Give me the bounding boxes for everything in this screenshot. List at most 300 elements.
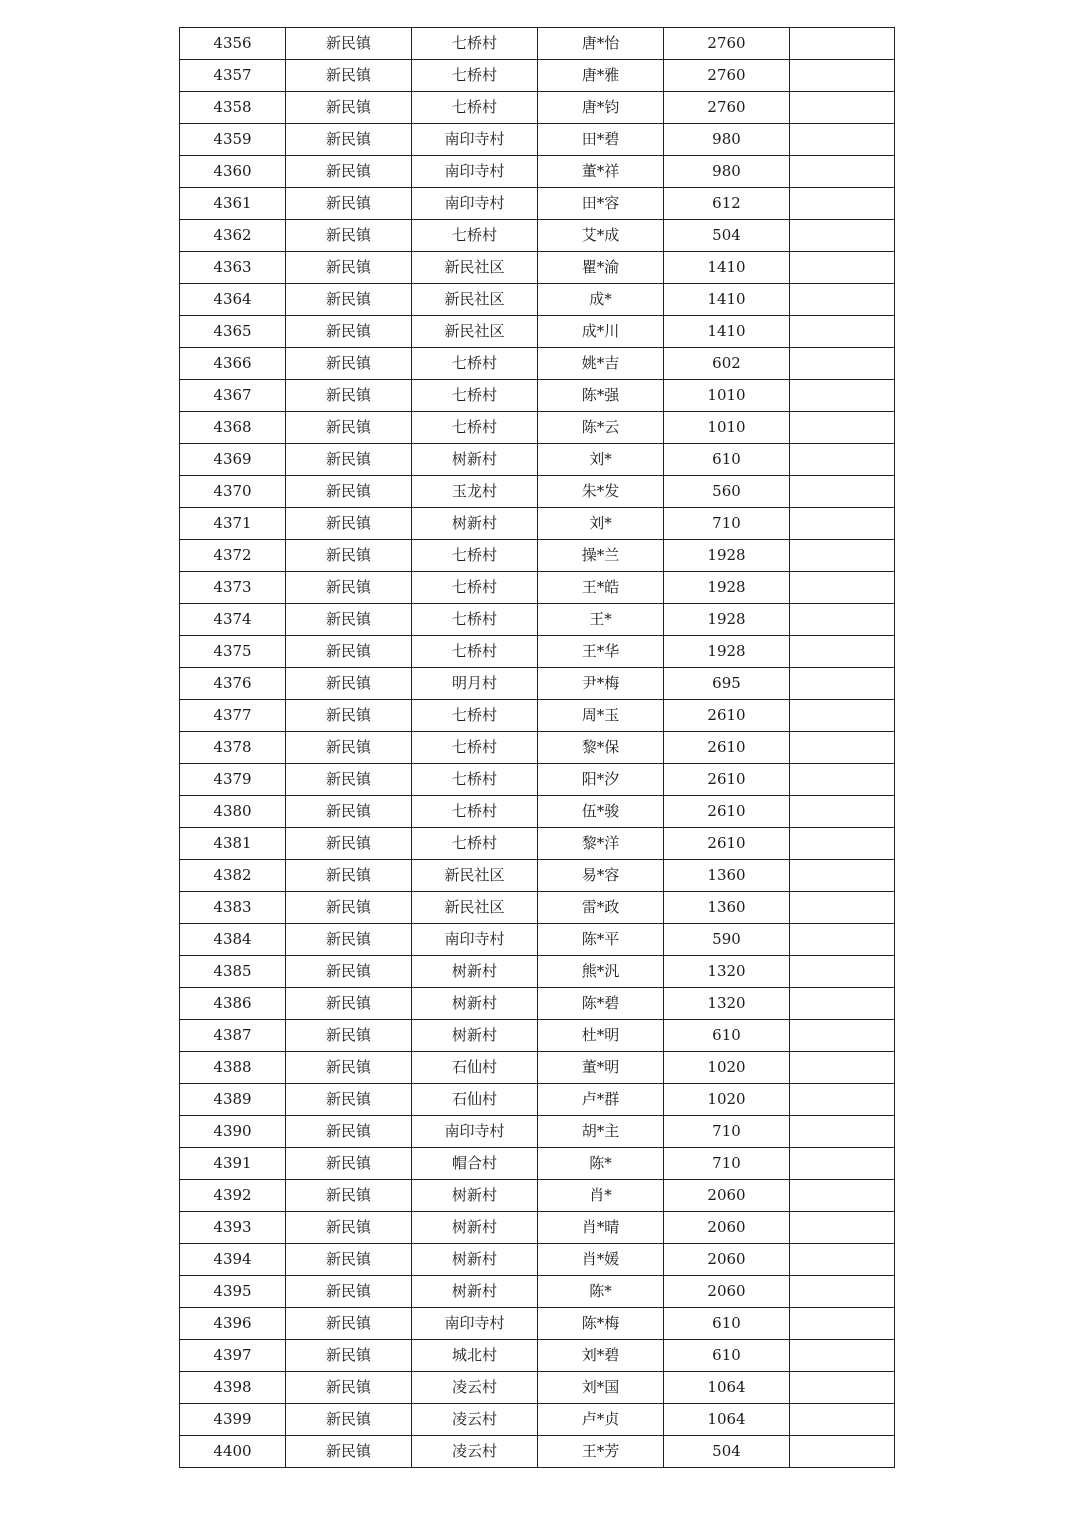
table-row xyxy=(180,1340,895,1372)
village-cell: 七桥村 xyxy=(412,572,538,604)
name-cell: 刘* xyxy=(538,508,664,540)
town-cell: 新民镇 xyxy=(286,28,412,60)
note-cell xyxy=(790,892,895,924)
note-cell xyxy=(790,732,895,764)
record-id-cell: 4366 xyxy=(180,348,286,380)
amount-cell: 710 xyxy=(664,1148,790,1180)
record-id-cell: 4389 xyxy=(180,1084,286,1116)
amount-cell: 710 xyxy=(664,1116,790,1148)
note-cell xyxy=(790,1148,895,1180)
note-cell xyxy=(790,316,895,348)
note-cell xyxy=(790,412,895,444)
amount-cell: 1410 xyxy=(664,316,790,348)
name-cell: 艾*成 xyxy=(538,220,664,252)
amount-cell: 1928 xyxy=(664,572,790,604)
note-cell xyxy=(790,1180,895,1212)
village-cell: 七桥村 xyxy=(412,796,538,828)
name-cell: 黎*洋 xyxy=(538,828,664,860)
village-cell: 明月村 xyxy=(412,668,538,700)
table-row xyxy=(180,124,895,156)
record-id-cell: 4381 xyxy=(180,828,286,860)
amount-cell: 2060 xyxy=(664,1276,790,1308)
town-cell: 新民镇 xyxy=(286,604,412,636)
table-row xyxy=(180,220,895,252)
record-id-cell: 4367 xyxy=(180,380,286,412)
name-cell: 王*皓 xyxy=(538,572,664,604)
town-cell: 新民镇 xyxy=(286,412,412,444)
town-cell: 新民镇 xyxy=(286,796,412,828)
note-cell xyxy=(790,988,895,1020)
note-cell xyxy=(790,1244,895,1276)
town-cell: 新民镇 xyxy=(286,1404,412,1436)
note-cell xyxy=(790,764,895,796)
village-cell: 七桥村 xyxy=(412,732,538,764)
village-cell: 七桥村 xyxy=(412,348,538,380)
record-id-cell: 4384 xyxy=(180,924,286,956)
village-cell: 凌云村 xyxy=(412,1436,538,1468)
table-row xyxy=(180,1276,895,1308)
amount-cell: 2760 xyxy=(664,28,790,60)
town-cell: 新民镇 xyxy=(286,380,412,412)
note-cell xyxy=(790,1052,895,1084)
village-cell: 七桥村 xyxy=(412,540,538,572)
record-id-cell: 4358 xyxy=(180,92,286,124)
amount-cell: 610 xyxy=(664,1340,790,1372)
record-id-cell: 4360 xyxy=(180,156,286,188)
town-cell: 新民镇 xyxy=(286,156,412,188)
town-cell: 新民镇 xyxy=(286,1436,412,1468)
village-cell: 七桥村 xyxy=(412,220,538,252)
town-cell: 新民镇 xyxy=(286,1180,412,1212)
record-id-cell: 4362 xyxy=(180,220,286,252)
record-id-cell: 4371 xyxy=(180,508,286,540)
amount-cell: 695 xyxy=(664,668,790,700)
name-cell: 雷*政 xyxy=(538,892,664,924)
village-cell: 石仙村 xyxy=(412,1084,538,1116)
record-id-cell: 4375 xyxy=(180,636,286,668)
note-cell xyxy=(790,1404,895,1436)
note-cell xyxy=(790,636,895,668)
village-cell: 新民社区 xyxy=(412,892,538,924)
village-cell: 南印寺村 xyxy=(412,1308,538,1340)
table-row xyxy=(180,1052,895,1084)
table-row xyxy=(180,60,895,92)
record-id-cell: 4394 xyxy=(180,1244,286,1276)
town-cell: 新民镇 xyxy=(286,572,412,604)
table-row xyxy=(180,956,895,988)
table-row xyxy=(180,604,895,636)
record-id-cell: 4364 xyxy=(180,284,286,316)
data-table xyxy=(179,27,895,1468)
table-row xyxy=(180,1436,895,1468)
amount-cell: 1320 xyxy=(664,956,790,988)
table-row xyxy=(180,316,895,348)
note-cell xyxy=(790,1276,895,1308)
table-row xyxy=(180,924,895,956)
village-cell: 凌云村 xyxy=(412,1404,538,1436)
table-row xyxy=(180,1372,895,1404)
amount-cell: 1410 xyxy=(664,284,790,316)
town-cell: 新民镇 xyxy=(286,892,412,924)
record-id-cell: 4361 xyxy=(180,188,286,220)
name-cell: 姚*吉 xyxy=(538,348,664,380)
town-cell: 新民镇 xyxy=(286,252,412,284)
note-cell xyxy=(790,796,895,828)
record-id-cell: 4370 xyxy=(180,476,286,508)
village-cell: 新民社区 xyxy=(412,252,538,284)
table-row xyxy=(180,412,895,444)
town-cell: 新民镇 xyxy=(286,188,412,220)
village-cell: 玉龙村 xyxy=(412,476,538,508)
table-row xyxy=(180,540,895,572)
name-cell: 陈*梅 xyxy=(538,1308,664,1340)
note-cell xyxy=(790,124,895,156)
town-cell: 新民镇 xyxy=(286,508,412,540)
record-id-cell: 4399 xyxy=(180,1404,286,1436)
village-cell: 树新村 xyxy=(412,988,538,1020)
name-cell: 成*川 xyxy=(538,316,664,348)
town-cell: 新民镇 xyxy=(286,1212,412,1244)
village-cell: 七桥村 xyxy=(412,28,538,60)
table-row xyxy=(180,572,895,604)
name-cell: 陈*碧 xyxy=(538,988,664,1020)
note-cell xyxy=(790,380,895,412)
note-cell xyxy=(790,1340,895,1372)
amount-cell: 610 xyxy=(664,1308,790,1340)
note-cell xyxy=(790,252,895,284)
record-id-cell: 4385 xyxy=(180,956,286,988)
amount-cell: 2060 xyxy=(664,1244,790,1276)
note-cell xyxy=(790,828,895,860)
record-id-cell: 4390 xyxy=(180,1116,286,1148)
name-cell: 陈*平 xyxy=(538,924,664,956)
record-id-cell: 4363 xyxy=(180,252,286,284)
town-cell: 新民镇 xyxy=(286,1084,412,1116)
table-row xyxy=(180,988,895,1020)
table-row xyxy=(180,252,895,284)
name-cell: 肖*晴 xyxy=(538,1212,664,1244)
village-cell: 南印寺村 xyxy=(412,188,538,220)
note-cell xyxy=(790,284,895,316)
amount-cell: 2060 xyxy=(664,1212,790,1244)
name-cell: 王* xyxy=(538,604,664,636)
note-cell xyxy=(790,956,895,988)
town-cell: 新民镇 xyxy=(286,1148,412,1180)
amount-cell: 2610 xyxy=(664,796,790,828)
village-cell: 树新村 xyxy=(412,1276,538,1308)
name-cell: 王*华 xyxy=(538,636,664,668)
village-cell: 七桥村 xyxy=(412,700,538,732)
note-cell xyxy=(790,1020,895,1052)
name-cell: 熊*汎 xyxy=(538,956,664,988)
town-cell: 新民镇 xyxy=(286,1276,412,1308)
record-id-cell: 4397 xyxy=(180,1340,286,1372)
table-row xyxy=(180,28,895,60)
note-cell xyxy=(790,220,895,252)
village-cell: 南印寺村 xyxy=(412,924,538,956)
name-cell: 朱*发 xyxy=(538,476,664,508)
table-row xyxy=(180,796,895,828)
name-cell: 董*祥 xyxy=(538,156,664,188)
record-id-cell: 4387 xyxy=(180,1020,286,1052)
note-cell xyxy=(790,28,895,60)
town-cell: 新民镇 xyxy=(286,124,412,156)
note-cell xyxy=(790,860,895,892)
town-cell: 新民镇 xyxy=(286,284,412,316)
record-id-cell: 4372 xyxy=(180,540,286,572)
amount-cell: 610 xyxy=(664,1020,790,1052)
name-cell: 伍*骏 xyxy=(538,796,664,828)
table-row xyxy=(180,92,895,124)
name-cell: 王*芳 xyxy=(538,1436,664,1468)
town-cell: 新民镇 xyxy=(286,828,412,860)
table-row xyxy=(180,700,895,732)
town-cell: 新民镇 xyxy=(286,220,412,252)
table-body xyxy=(180,28,895,1468)
town-cell: 新民镇 xyxy=(286,1308,412,1340)
note-cell xyxy=(790,92,895,124)
village-cell: 七桥村 xyxy=(412,92,538,124)
amount-cell: 2760 xyxy=(664,60,790,92)
table-row xyxy=(180,668,895,700)
town-cell: 新民镇 xyxy=(286,764,412,796)
note-cell xyxy=(790,604,895,636)
village-cell: 七桥村 xyxy=(412,412,538,444)
town-cell: 新民镇 xyxy=(286,1244,412,1276)
name-cell: 肖*媛 xyxy=(538,1244,664,1276)
village-cell: 城北村 xyxy=(412,1340,538,1372)
village-cell: 新民社区 xyxy=(412,860,538,892)
table-row xyxy=(180,444,895,476)
town-cell: 新民镇 xyxy=(286,956,412,988)
record-id-cell: 4392 xyxy=(180,1180,286,1212)
amount-cell: 1020 xyxy=(664,1052,790,1084)
table-row xyxy=(180,1116,895,1148)
amount-cell: 710 xyxy=(664,508,790,540)
amount-cell: 560 xyxy=(664,476,790,508)
table-row xyxy=(180,860,895,892)
town-cell: 新民镇 xyxy=(286,444,412,476)
name-cell: 陈* xyxy=(538,1276,664,1308)
village-cell: 树新村 xyxy=(412,1244,538,1276)
record-id-cell: 4379 xyxy=(180,764,286,796)
note-cell xyxy=(790,348,895,380)
name-cell: 黎*保 xyxy=(538,732,664,764)
record-id-cell: 4356 xyxy=(180,28,286,60)
amount-cell: 2610 xyxy=(664,700,790,732)
table-row xyxy=(180,508,895,540)
town-cell: 新民镇 xyxy=(286,92,412,124)
record-id-cell: 4357 xyxy=(180,60,286,92)
name-cell: 阳*汐 xyxy=(538,764,664,796)
record-id-cell: 4380 xyxy=(180,796,286,828)
name-cell: 瞿*渝 xyxy=(538,252,664,284)
record-id-cell: 4359 xyxy=(180,124,286,156)
amount-cell: 1064 xyxy=(664,1404,790,1436)
town-cell: 新民镇 xyxy=(286,1052,412,1084)
amount-cell: 2060 xyxy=(664,1180,790,1212)
table-row xyxy=(180,892,895,924)
town-cell: 新民镇 xyxy=(286,1340,412,1372)
village-cell: 凌云村 xyxy=(412,1372,538,1404)
village-cell: 南印寺村 xyxy=(412,1116,538,1148)
village-cell: 新民社区 xyxy=(412,284,538,316)
town-cell: 新民镇 xyxy=(286,860,412,892)
village-cell: 七桥村 xyxy=(412,380,538,412)
table-row xyxy=(180,1020,895,1052)
village-cell: 七桥村 xyxy=(412,828,538,860)
town-cell: 新民镇 xyxy=(286,316,412,348)
record-id-cell: 4383 xyxy=(180,892,286,924)
name-cell: 陈*强 xyxy=(538,380,664,412)
table-row xyxy=(180,828,895,860)
village-cell: 七桥村 xyxy=(412,604,538,636)
table-row xyxy=(180,1244,895,1276)
amount-cell: 2610 xyxy=(664,828,790,860)
town-cell: 新民镇 xyxy=(286,732,412,764)
name-cell: 刘*碧 xyxy=(538,1340,664,1372)
name-cell: 操*兰 xyxy=(538,540,664,572)
name-cell: 陈*云 xyxy=(538,412,664,444)
record-id-cell: 4378 xyxy=(180,732,286,764)
note-cell xyxy=(790,188,895,220)
record-id-cell: 4376 xyxy=(180,668,286,700)
name-cell: 周*玉 xyxy=(538,700,664,732)
town-cell: 新民镇 xyxy=(286,348,412,380)
village-cell: 七桥村 xyxy=(412,60,538,92)
record-id-cell: 4382 xyxy=(180,860,286,892)
amount-cell: 612 xyxy=(664,188,790,220)
town-cell: 新民镇 xyxy=(286,668,412,700)
name-cell: 成* xyxy=(538,284,664,316)
record-id-cell: 4400 xyxy=(180,1436,286,1468)
note-cell xyxy=(790,1308,895,1340)
town-cell: 新民镇 xyxy=(286,540,412,572)
note-cell xyxy=(790,1084,895,1116)
note-cell xyxy=(790,668,895,700)
amount-cell: 590 xyxy=(664,924,790,956)
amount-cell: 602 xyxy=(664,348,790,380)
amount-cell: 1064 xyxy=(664,1372,790,1404)
record-id-cell: 4391 xyxy=(180,1148,286,1180)
village-cell: 树新村 xyxy=(412,1020,538,1052)
table-row xyxy=(180,188,895,220)
record-id-cell: 4393 xyxy=(180,1212,286,1244)
record-id-cell: 4395 xyxy=(180,1276,286,1308)
amount-cell: 1020 xyxy=(664,1084,790,1116)
amount-cell: 504 xyxy=(664,220,790,252)
record-id-cell: 4396 xyxy=(180,1308,286,1340)
table-row xyxy=(180,348,895,380)
record-id-cell: 4388 xyxy=(180,1052,286,1084)
amount-cell: 2760 xyxy=(664,92,790,124)
amount-cell: 1928 xyxy=(664,636,790,668)
amount-cell: 610 xyxy=(664,444,790,476)
amount-cell: 1928 xyxy=(664,604,790,636)
town-cell: 新民镇 xyxy=(286,924,412,956)
record-id-cell: 4377 xyxy=(180,700,286,732)
name-cell: 唐*钧 xyxy=(538,92,664,124)
name-cell: 刘* xyxy=(538,444,664,476)
table-row xyxy=(180,1212,895,1244)
table-row xyxy=(180,284,895,316)
name-cell: 刘*国 xyxy=(538,1372,664,1404)
village-cell: 树新村 xyxy=(412,444,538,476)
note-cell xyxy=(790,476,895,508)
table-row xyxy=(180,1148,895,1180)
name-cell: 田*容 xyxy=(538,188,664,220)
note-cell xyxy=(790,60,895,92)
village-cell: 帽合村 xyxy=(412,1148,538,1180)
village-cell: 新民社区 xyxy=(412,316,538,348)
village-cell: 树新村 xyxy=(412,1180,538,1212)
village-cell: 七桥村 xyxy=(412,636,538,668)
name-cell: 卢*贞 xyxy=(538,1404,664,1436)
village-cell: 南印寺村 xyxy=(412,124,538,156)
name-cell: 杜*明 xyxy=(538,1020,664,1052)
note-cell xyxy=(790,508,895,540)
record-id-cell: 4398 xyxy=(180,1372,286,1404)
town-cell: 新民镇 xyxy=(286,988,412,1020)
note-cell xyxy=(790,1372,895,1404)
amount-cell: 2610 xyxy=(664,764,790,796)
village-cell: 七桥村 xyxy=(412,764,538,796)
record-id-cell: 4365 xyxy=(180,316,286,348)
table-row xyxy=(180,476,895,508)
table-row xyxy=(180,1180,895,1212)
note-cell xyxy=(790,924,895,956)
name-cell: 陈* xyxy=(538,1148,664,1180)
amount-cell: 1360 xyxy=(664,892,790,924)
village-cell: 南印寺村 xyxy=(412,156,538,188)
name-cell: 唐*雅 xyxy=(538,60,664,92)
amount-cell: 504 xyxy=(664,1436,790,1468)
note-cell xyxy=(790,1436,895,1468)
name-cell: 易*容 xyxy=(538,860,664,892)
record-id-cell: 4386 xyxy=(180,988,286,1020)
amount-cell: 980 xyxy=(664,156,790,188)
table-row xyxy=(180,732,895,764)
note-cell xyxy=(790,540,895,572)
note-cell xyxy=(790,700,895,732)
table-row xyxy=(180,636,895,668)
name-cell: 胡*主 xyxy=(538,1116,664,1148)
village-cell: 树新村 xyxy=(412,1212,538,1244)
town-cell: 新民镇 xyxy=(286,476,412,508)
amount-cell: 1010 xyxy=(664,380,790,412)
amount-cell: 1010 xyxy=(664,412,790,444)
town-cell: 新民镇 xyxy=(286,1116,412,1148)
village-cell: 石仙村 xyxy=(412,1052,538,1084)
record-id-cell: 4368 xyxy=(180,412,286,444)
amount-cell: 1360 xyxy=(664,860,790,892)
note-cell xyxy=(790,1212,895,1244)
note-cell xyxy=(790,156,895,188)
name-cell: 董*明 xyxy=(538,1052,664,1084)
table-row xyxy=(180,380,895,412)
amount-cell: 1928 xyxy=(664,540,790,572)
table-row xyxy=(180,1084,895,1116)
town-cell: 新民镇 xyxy=(286,636,412,668)
note-cell xyxy=(790,444,895,476)
amount-cell: 1410 xyxy=(664,252,790,284)
town-cell: 新民镇 xyxy=(286,700,412,732)
name-cell: 卢*群 xyxy=(538,1084,664,1116)
village-cell: 树新村 xyxy=(412,508,538,540)
town-cell: 新民镇 xyxy=(286,1020,412,1052)
name-cell: 肖* xyxy=(538,1180,664,1212)
amount-cell: 2610 xyxy=(664,732,790,764)
